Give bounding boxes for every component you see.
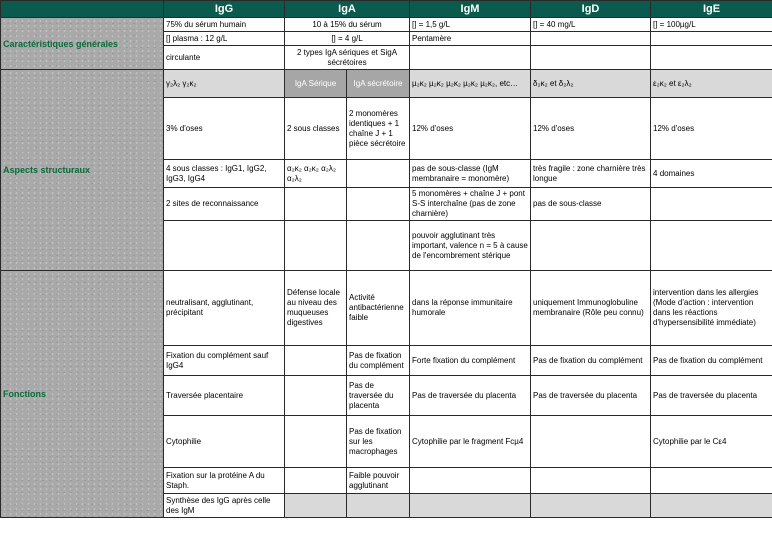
- cell-fn-igg-6: Synthèse des IgG après celle des IgM: [164, 494, 285, 518]
- cell-fn-igm-3: Pas de traversée du placenta: [410, 376, 531, 416]
- cell-fn-igg-5: Fixation sur la protéine A du Staph.: [164, 468, 285, 494]
- cell-struct-igm-chains: µ₂κ₂ µ₂κ₂ µ₂κ₂ µ₂κ₂ µ₂κ₂, etc…: [410, 70, 531, 98]
- cell-struct-ige-chains: ε₂κ₂ et ε₂λ₂: [651, 70, 772, 98]
- cell-struct-igd-5: [531, 221, 651, 271]
- section-structural: Aspects structuraux: [1, 70, 164, 271]
- cell-fn-igm-5: [410, 468, 531, 494]
- cell-fn-ige-2: Pas de fixation du complément: [651, 346, 772, 376]
- cell-fn-ige-5: [651, 468, 772, 494]
- cell-fn-igg-3: Traversée placentaire: [164, 376, 285, 416]
- cell-fn-igd-4: [531, 416, 651, 468]
- cell-fn-igm-4: Cytophilie par le fragment Fcµ4: [410, 416, 531, 468]
- cell-fn-igm-1: dans la réponse immunitaire humorale: [410, 271, 531, 346]
- section-general: Caractéristiques générales: [1, 18, 164, 70]
- cell-gen-ige-3: [651, 46, 772, 70]
- cell-fn-igg-1: neutralisant, agglutinant, précipitant: [164, 271, 285, 346]
- cell-struct-ige-4: [651, 188, 772, 221]
- cell-fn-ige-6: [651, 494, 772, 518]
- col-header-iga: IgA: [285, 1, 410, 18]
- cell-gen-igg-1: 75% du sérum humain: [164, 18, 285, 32]
- cell-struct-iga-secretoire-4: [347, 188, 410, 221]
- cell-fn-iga-serique-1: Défense locale au niveau des muqueuses digestives: [285, 271, 347, 346]
- section-functions: Fonctions: [1, 271, 164, 518]
- cell-struct-iga-secretoire-3: [347, 160, 410, 188]
- cell-gen-igg-3: circulante: [164, 46, 285, 70]
- cell-struct-igm-2: 12% d'oses: [410, 98, 531, 160]
- cell-gen-iga-1: 10 à 15% du sérum: [285, 18, 410, 32]
- cell-fn-iga-secretoire-2: Pas de fixation du complément: [347, 346, 410, 376]
- cell-fn-iga-serique-5: [285, 468, 347, 494]
- cell-fn-iga-secretoire-6: [347, 494, 410, 518]
- cell-fn-igd-5: [531, 468, 651, 494]
- cell-gen-igg-2: [] plasma : 12 g/L: [164, 32, 285, 46]
- cell-fn-ige-3: Pas de traversée du placenta: [651, 376, 772, 416]
- cell-struct-igm-4: 5 monomères + chaîne J + pont S-S interchaîne (pas de zone charnière): [410, 188, 531, 221]
- cell-struct-igd-chains: δ₂κ₂ et δ₂λ₂: [531, 70, 651, 98]
- cell-fn-iga-secretoire-1: Activité antibactérienne faible: [347, 271, 410, 346]
- cell-struct-igg-4: 2 sites de reconnaissance: [164, 188, 285, 221]
- cell-struct-igg-chains: γ₂λ₂ γ₂κ₂: [164, 70, 285, 98]
- cell-fn-iga-secretoire-5: Faible pouvoir agglutinant: [347, 468, 410, 494]
- cell-gen-iga-2: [] = 4 g/L: [285, 32, 410, 46]
- col-header-igd: IgD: [531, 1, 651, 18]
- cell-fn-igg-2: Fixation du complément sauf IgG4: [164, 346, 285, 376]
- cell-struct-ige-2: 12% d'oses: [651, 98, 772, 160]
- cell-fn-iga-serique-3: [285, 376, 347, 416]
- cell-gen-igd-3: [531, 46, 651, 70]
- cell-struct-iga-secretoire-5: [347, 221, 410, 271]
- cell-fn-igm-2: Forte fixation du complément: [410, 346, 531, 376]
- cell-struct-igd-2: 12% d'oses: [531, 98, 651, 160]
- cell-struct-igm-5: pouvoir agglutinant très important, valence n = 5 à cause de l'encombrement stérique: [410, 221, 531, 271]
- cell-gen-igm-2: Pentamère: [410, 32, 531, 46]
- cell-struct-igg-3: 4 sous classes : IgG1, IgG2, IgG3, IgG4: [164, 160, 285, 188]
- cell-gen-igd-1: [] = 40 mg/L: [531, 18, 651, 32]
- cell-fn-igd-2: Pas de fixation du complément: [531, 346, 651, 376]
- cell-struct-iga-serique-5: [285, 221, 347, 271]
- cell-struct-iga-serique-4: [285, 188, 347, 221]
- cell-gen-igm-3: [410, 46, 531, 70]
- cell-struct-iga-serique-3: α₂κ₂ α₂κ₂ α₂λ₂ α₂λ₂: [285, 160, 347, 188]
- cell-fn-igd-3: Pas de traversée du placenta: [531, 376, 651, 416]
- cell-fn-igd-6: [531, 494, 651, 518]
- cell-fn-iga-secretoire-3: Pas de traversée du placenta: [347, 376, 410, 416]
- cell-fn-iga-serique-6: [285, 494, 347, 518]
- cell-gen-igm-1: [] = 1,5 g/L: [410, 18, 531, 32]
- cell-gen-ige-2: [651, 32, 772, 46]
- cell-struct-ige-3: 4 domaines: [651, 160, 772, 188]
- cell-struct-igd-3: très fragile : zone charnière très longue: [531, 160, 651, 188]
- col-header-igm: IgM: [410, 1, 531, 18]
- cell-struct-iga-serique-2: 2 sous classes: [285, 98, 347, 160]
- cell-struct-ige-5: [651, 221, 772, 271]
- cell-fn-igm-6: [410, 494, 531, 518]
- col-header-igg: IgG: [164, 1, 285, 18]
- cell-struct-iga-secretoire-2: 2 monomères identiques + 1 chaîne J + 1 pièce sécrétoire: [347, 98, 410, 160]
- cell-gen-igd-2: [531, 32, 651, 46]
- cell-struct-igg-2: 3% d'oses: [164, 98, 285, 160]
- cell-fn-igd-1: uniquement Immunoglobuline membranaire (Rôle peu connu): [531, 271, 651, 346]
- cell-struct-igm-3: pas de sous-classe (IgM membranaire = monomère): [410, 160, 531, 188]
- cell-fn-iga-secretoire-4: Pas de fixation sur les macrophages: [347, 416, 410, 468]
- cell-struct-iga-serique: IgA Sérique: [285, 70, 347, 98]
- cell-fn-iga-serique-2: [285, 346, 347, 376]
- header-corner: [1, 1, 164, 18]
- cell-struct-igd-4: pas de sous-classe: [531, 188, 651, 221]
- cell-fn-iga-serique-4: [285, 416, 347, 468]
- cell-fn-igg-4: Cytophilie: [164, 416, 285, 468]
- cell-gen-iga-3: 2 types IgA sériques et SigA sécrétoires: [285, 46, 410, 70]
- cell-fn-ige-4: Cytophilie par le Cε4: [651, 416, 772, 468]
- cell-fn-ige-1: intervention dans les allergies (Mode d'action : intervention dans les réactions d'hypersensibilité immédiate): [651, 271, 772, 346]
- cell-struct-iga-secretoire: IgA sécrétoire: [347, 70, 410, 98]
- col-header-ige: IgE: [651, 1, 772, 18]
- cell-struct-igg-5: [164, 221, 285, 271]
- cell-gen-ige-1: [] = 100µg/L: [651, 18, 772, 32]
